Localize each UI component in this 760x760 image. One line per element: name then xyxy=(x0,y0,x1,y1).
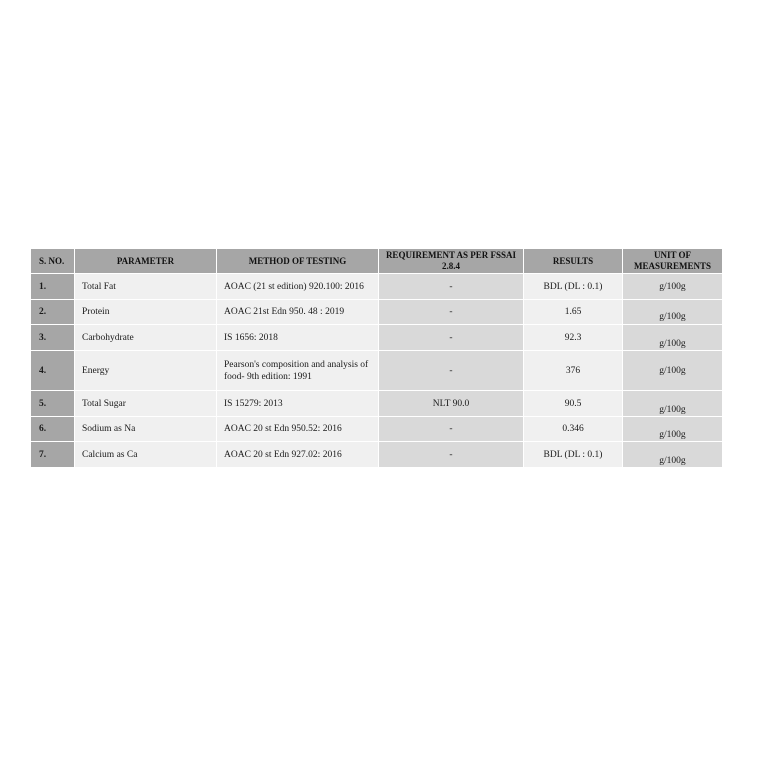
requirement-cell: - xyxy=(379,274,524,300)
method-cell: Pearson's composition and analysis of food- 9th edition: 1991 xyxy=(217,351,379,391)
sno-cell: 6. xyxy=(31,417,75,442)
parameter-cell: Calcium as Ca xyxy=(75,442,217,468)
unit-cell: g/100g xyxy=(623,274,722,300)
requirement-cell: - xyxy=(379,351,524,391)
unit-cell: g/100g xyxy=(623,417,722,442)
result-cell: 90.5 xyxy=(524,391,623,417)
sno-cell: 7. xyxy=(31,442,75,468)
sno-cell: 2. xyxy=(31,300,75,325)
method-cell: AOAC 20 st Edn 927.02: 2016 xyxy=(217,442,379,468)
sno-cell: 1. xyxy=(31,274,75,300)
parameter-cell: Total Fat xyxy=(75,274,217,300)
unit-cell: g/100g xyxy=(623,391,722,417)
table-row xyxy=(31,351,722,391)
method-cell: IS 15279: 2013 xyxy=(217,391,379,417)
result-cell: 376 xyxy=(524,351,623,391)
parameter-cell: Protein xyxy=(75,300,217,325)
table-header-row xyxy=(31,249,722,274)
table-row xyxy=(31,274,722,300)
result-cell: BDL (DL : 0.1) xyxy=(524,442,623,468)
requirement-cell: - xyxy=(379,417,524,442)
requirement-cell: - xyxy=(379,442,524,468)
unit-cell: g/100g xyxy=(623,351,722,391)
method-cell: AOAC (21 st edition) 920.100: 2016 xyxy=(217,274,379,300)
table-row xyxy=(31,325,722,351)
header-unit: UNIT OF MEASUREMENTS xyxy=(623,249,722,274)
unit-cell: g/100g xyxy=(623,325,722,351)
header-sno: S. NO. xyxy=(31,249,75,274)
result-cell: 1.65 xyxy=(524,300,623,325)
requirement-cell: - xyxy=(379,325,524,351)
unit-cell: g/100g xyxy=(623,300,722,325)
header-results: RESULTS xyxy=(524,249,623,274)
requirement-cell: NLT 90.0 xyxy=(379,391,524,417)
parameter-cell: Sodium as Na xyxy=(75,417,217,442)
table-row xyxy=(31,300,722,325)
test-report-table xyxy=(31,249,722,468)
requirement-cell: - xyxy=(379,300,524,325)
sno-cell: 5. xyxy=(31,391,75,417)
parameter-cell: Total Sugar xyxy=(75,391,217,417)
method-cell: AOAC 21st Edn 950. 48 : 2019 xyxy=(217,300,379,325)
header-parameter: PARAMETER xyxy=(75,249,217,274)
parameter-cell: Energy xyxy=(75,351,217,391)
result-cell: 0.346 xyxy=(524,417,623,442)
table-row xyxy=(31,391,722,417)
header-method: METHOD OF TESTING xyxy=(217,249,379,274)
method-cell: IS 1656: 2018 xyxy=(217,325,379,351)
method-cell: AOAC 20 st Edn 950.52: 2016 xyxy=(217,417,379,442)
table-row xyxy=(31,442,722,468)
sno-cell: 4. xyxy=(31,351,75,391)
result-cell: BDL (DL : 0.1) xyxy=(524,274,623,300)
table-row xyxy=(31,417,722,442)
sno-cell: 3. xyxy=(31,325,75,351)
result-cell: 92.3 xyxy=(524,325,623,351)
unit-cell: g/100g xyxy=(623,442,722,468)
header-requirement: REQUIREMENT AS PER FSSAI 2.8.4 xyxy=(379,249,524,274)
parameter-cell: Carbohydrate xyxy=(75,325,217,351)
